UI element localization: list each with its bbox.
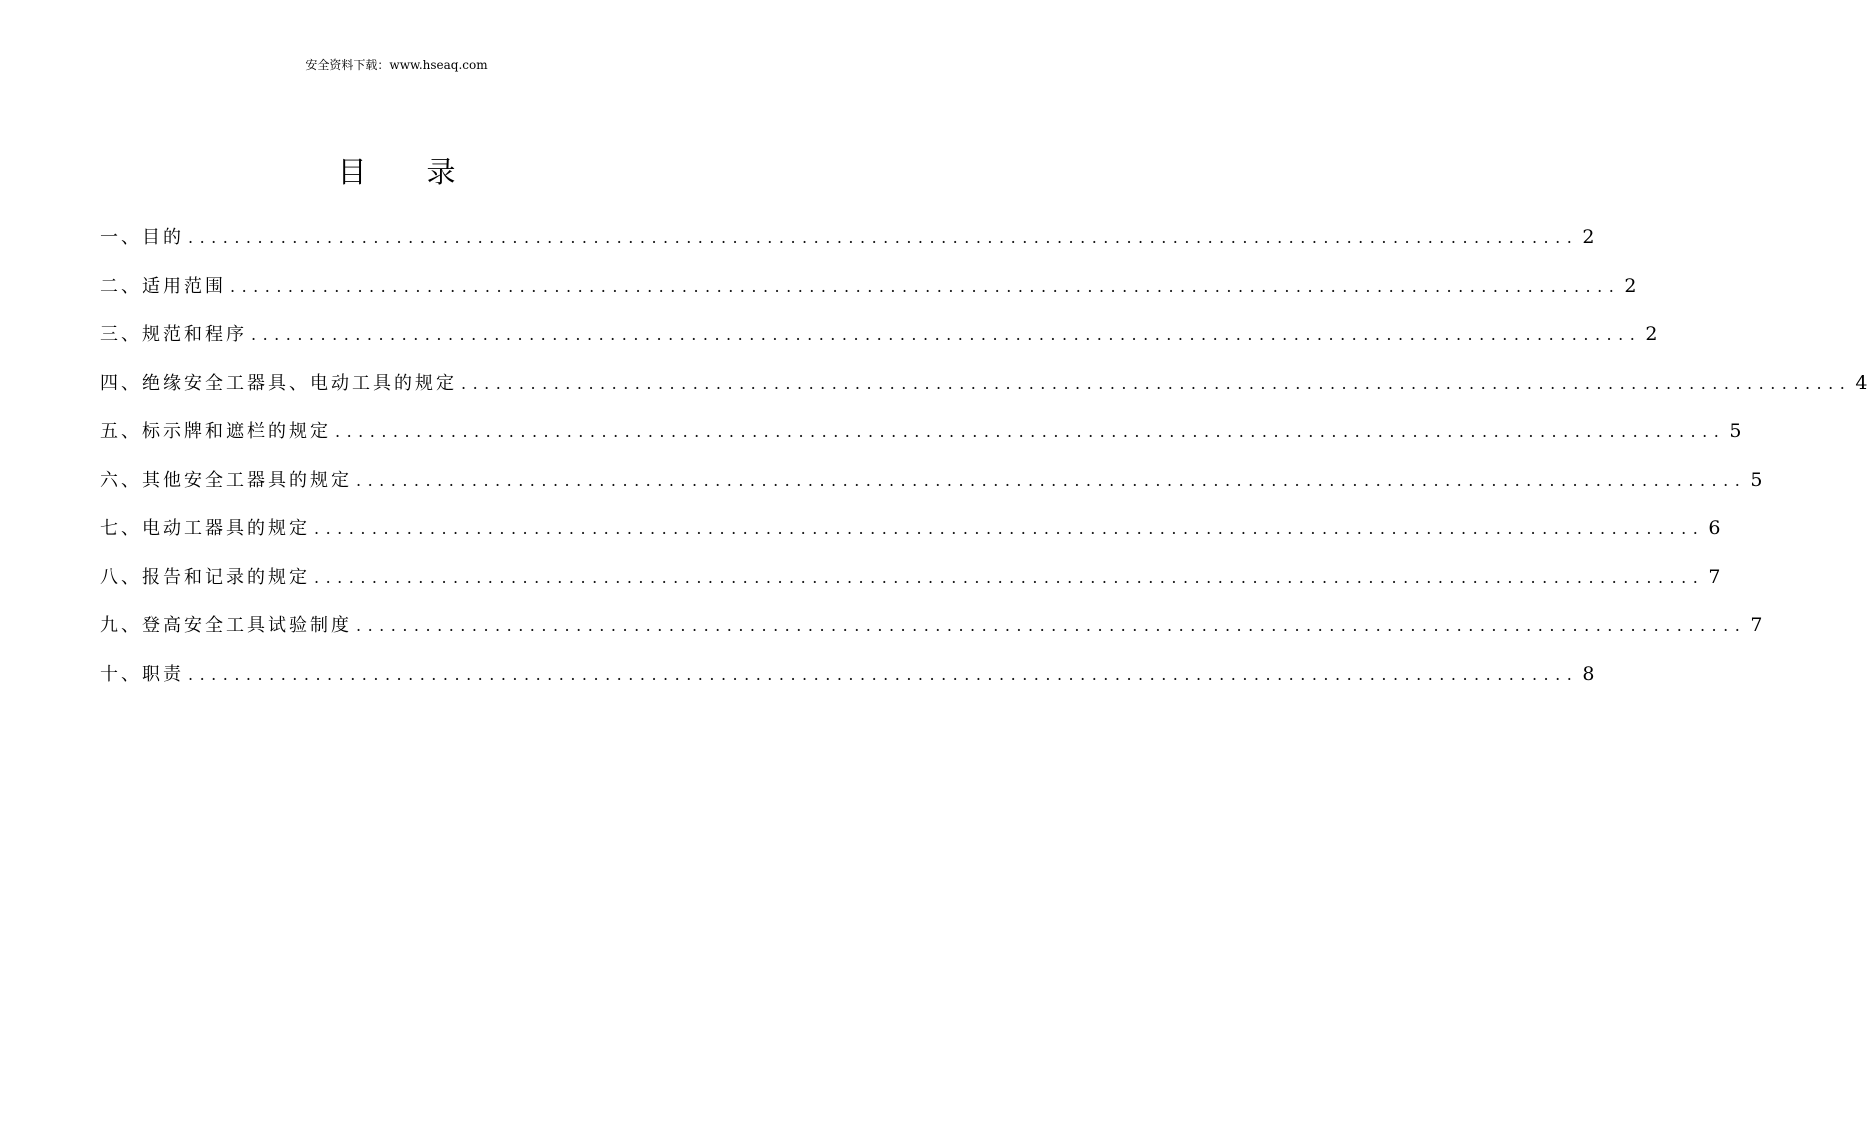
- toc-leader-dots: ........................................................................................................................: [335, 422, 1726, 441]
- toc-entry-label: 三、规范和程序: [100, 324, 247, 345]
- toc-entry[interactable]: [100, 222, 1595, 271]
- page-header: [0, 57, 793, 73]
- toc-leader-dots: ........................................................................................................................: [188, 664, 1579, 684]
- header-prefix: 安全资料下载：: [305, 58, 390, 72]
- toc-entry[interactable]: [100, 465, 1763, 514]
- toc-leader-dots: ........................................................................................................................: [461, 373, 1852, 393]
- toc-leader-dots: ........................................................................................................................: [251, 325, 1642, 344]
- toc-leader-dots: ........................................................................................................................: [356, 470, 1747, 490]
- toc-title: [0, 152, 793, 192]
- toc-entry[interactable]: [100, 416, 1742, 465]
- toc-entry-page: 5: [1729, 420, 1742, 442]
- toc-entry-page: 4: [1855, 371, 1867, 394]
- toc-entry-label: 八、报告和记录的规定: [100, 566, 310, 588]
- toc-entry-label: 五、标示牌和遮栏的规定: [100, 421, 331, 442]
- toc-entry-page: 8: [1582, 662, 1595, 685]
- toc-entry[interactable]: [100, 562, 1721, 611]
- toc-leader-dots: ........................................................................................................................: [314, 519, 1705, 538]
- toc-title-char-2: 录: [426, 155, 456, 189]
- toc-entry[interactable]: [100, 659, 1595, 708]
- toc-leader-dots: ........................................................................................................................: [188, 228, 1579, 247]
- toc-entry[interactable]: [100, 368, 1867, 417]
- toc-entry[interactable]: [100, 513, 1721, 562]
- toc-entry-label: 四、绝缘安全工器具、电动工具的规定: [100, 372, 457, 394]
- header-url[interactable]: www.hseaq.com: [389, 58, 488, 72]
- toc-entry-label: 一、目的: [100, 227, 184, 248]
- toc-entry-label: 七、电动工器具的规定: [100, 518, 310, 539]
- toc-leader-dots: ........................................................................................................................: [230, 276, 1621, 296]
- toc-entry-label: 六、其他安全工器具的规定: [100, 469, 352, 491]
- toc-entry-page: 2: [1582, 226, 1595, 248]
- toc-entry[interactable]: [100, 271, 1637, 320]
- toc-entry[interactable]: [100, 319, 1658, 368]
- toc-leader-dots: ........................................................................................................................: [314, 567, 1705, 587]
- toc-entry-label: 十、职责: [100, 663, 184, 685]
- toc-leader-dots: ........................................................................................................................: [356, 616, 1747, 635]
- toc-entry-label: 九、登高安全工具试验制度: [100, 615, 352, 636]
- toc-entry-page: 7: [1750, 614, 1763, 636]
- toc-entry-page: 7: [1708, 565, 1721, 588]
- toc-title-char-1: 目: [337, 155, 367, 189]
- toc-entry-page: 6: [1708, 517, 1721, 539]
- toc-entry-page: 2: [1645, 323, 1658, 345]
- toc-entry[interactable]: [100, 610, 1763, 659]
- toc-entry-label: 二、适用范围: [100, 275, 226, 297]
- table-of-contents: [100, 222, 1867, 707]
- toc-entry-page: 5: [1750, 468, 1763, 491]
- toc-entry-page: 2: [1624, 274, 1637, 297]
